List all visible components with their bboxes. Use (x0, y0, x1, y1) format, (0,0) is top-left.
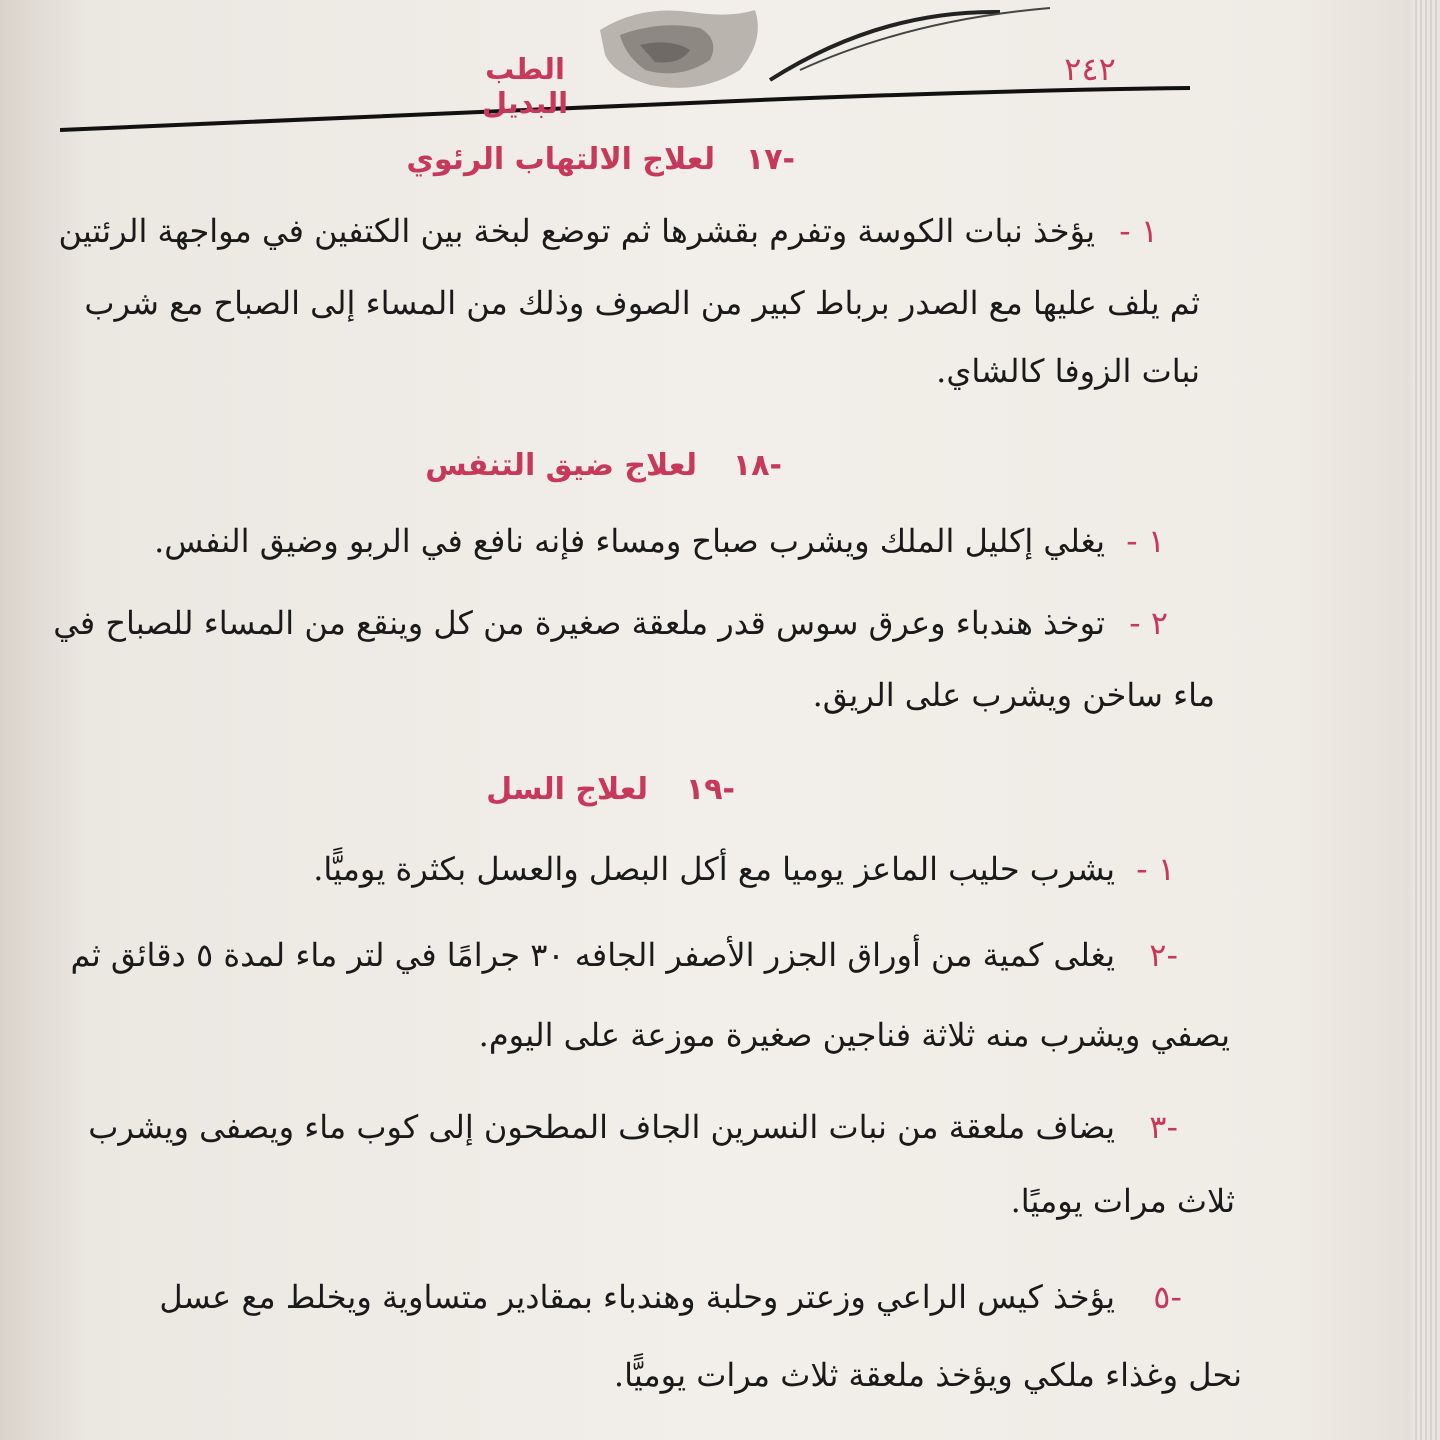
section-18-item-1-number: ١ - (1126, 522, 1165, 560)
page-number: ٢٤٢ (1064, 50, 1116, 88)
section-19-item-3-number: -٣ (1149, 1108, 1178, 1146)
section-17-number: -١٧ (745, 142, 795, 177)
running-title: الطب البديل (481, 52, 569, 120)
header-rule (60, 78, 1200, 148)
section-18-item-2-line-2: ماء ساخن ويشرب على الريق. (812, 676, 1215, 714)
section-19-item-1-number: ١ - (1136, 850, 1175, 888)
section-18-item-2-number: ٢ - (1129, 604, 1168, 642)
section-17-item-1-line-3: نبات الزوفا كالشاي. (936, 352, 1200, 390)
section-19-item-5-number: -٥ (1153, 1278, 1182, 1316)
section-19-item-2-number: -٢ (1149, 936, 1178, 974)
section-19-item-2-line-1: يغلى كمية من أوراق الجزر الأصفر الجافه ٣٠ جرامًا في لتر ماء لمدة ٥ دقائق ثم (70, 936, 1115, 974)
section-19-item-2-line-2: يصفي ويشرب منه ثلاثة فناجين صغيرة موزعة على اليوم. (478, 1016, 1230, 1054)
section-18-item-2-line-1: توخذ هندباء وعرق سوس قدر ملعقة صغيرة من كل وينقع من المساء للصباح في (53, 604, 1105, 642)
page-edge-stack (1412, 0, 1440, 1440)
section-19-number: -١٩ (685, 772, 735, 807)
section-19-item-5-line-1: يؤخذ كيس الراعي وزعتر وحلبة وهندباء بمقادير متساوية ويخلط مع عسل (159, 1278, 1115, 1316)
section-18-item-1-line-1: يغلي إكليل الملك ويشرب صباح ومساء فإنه نافع في الربو وضيق النفس. (154, 522, 1105, 560)
section-18-number: -١٨ (732, 448, 782, 483)
section-17-item-1-line-2: ثم يلف عليها مع الصدر برباط كبير من الصوف وذلك من المساء إلى الصباح مع شرب (84, 284, 1200, 322)
section-19-item-3-line-2: ثلاث مرات يوميًا. (1010, 1182, 1235, 1220)
section-17-item-1-line-1: يؤخذ نبات الكوسة وتفرم بقشرها ثم توضع لبخة بين الكتفين في مواجهة الرئتين (58, 212, 1095, 250)
section-19-item-5-line-2: نحل وغذاء ملكي ويؤخذ ملعقة ثلاث مرات يوميًّا. (613, 1356, 1242, 1394)
section-19-title: لعلاج السل (486, 772, 648, 807)
section-19-item-1-line-1: يشرب حليب الماعز يوميا مع أكل البصل والعسل بكثرة يوميًّا. (313, 850, 1115, 888)
section-19-item-3-line-1: يضاف ملعقة من نبات النسرين الجاف المطحون إلى كوب ماء ويصفى ويشرب (88, 1108, 1115, 1146)
section-17-title: لعلاج الالتهاب الرئوي (406, 142, 715, 177)
section-17-item-1-number: ١ - (1119, 212, 1158, 250)
section-18-title: لعلاج ضيق التنفس (425, 448, 697, 483)
